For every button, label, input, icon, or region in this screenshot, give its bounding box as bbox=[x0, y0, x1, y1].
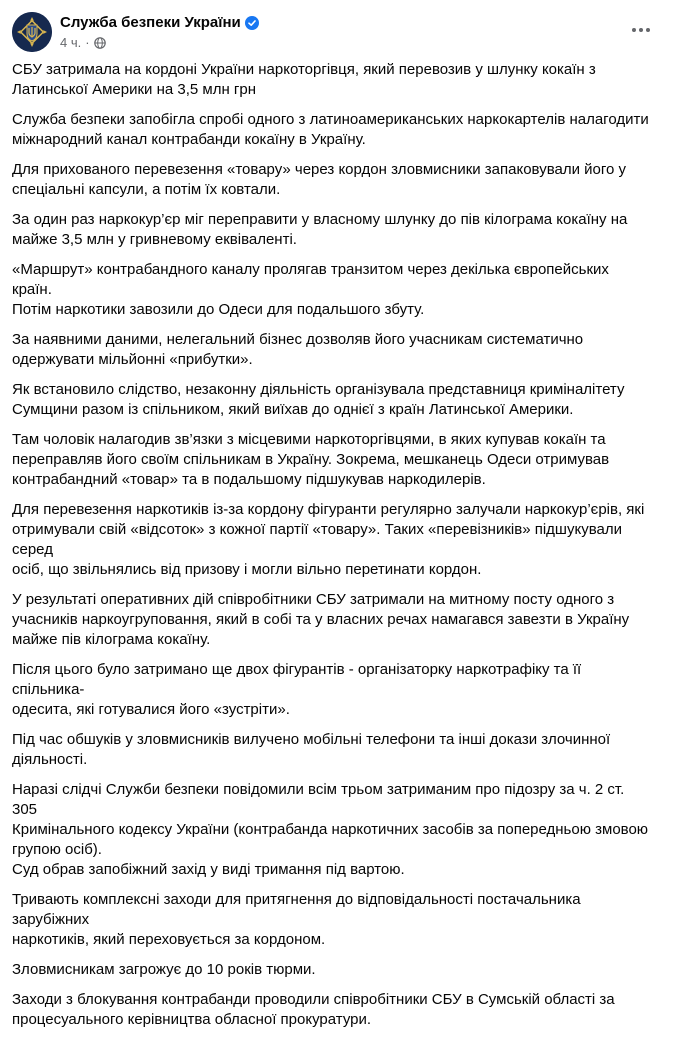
sbu-emblem-icon bbox=[12, 12, 52, 52]
page-avatar[interactable] bbox=[12, 12, 52, 52]
post-paragraph: Як встановило слідство, незаконну діяльність організувала представниця кримінaлітету Сумщини разом із спільником, який виїхав до однієї з країн Латинської Америки. bbox=[12, 381, 625, 418]
globe-icon[interactable] bbox=[94, 37, 106, 49]
post-paragraph: За наявними даними, нелегальний бізнес дозволяв його учасникам систематично одержувати мільйонні «прибутки». bbox=[12, 331, 584, 368]
post-header bbox=[12, 12, 662, 56]
author-name[interactable]: Служба безпеки України bbox=[60, 14, 241, 31]
post-paragraph: Тривають комплексні заходи для притягнення до відповідальності постачальника зарубіжних наркотиків, який переховується за кордоном. bbox=[12, 891, 581, 948]
post-paragraph: У результаті оперативних дій співробітники СБУ затримали на митному посту одного з учасників наркоугруповання, який в собі та у власних речах намагався завезти в Україну майже пів кілограма кокаїну. bbox=[12, 591, 630, 648]
post-meta bbox=[60, 35, 106, 50]
author-line bbox=[60, 14, 259, 31]
post-paragraph: Після цього було затримано ще двох фігурантів - організаторку наркотрафіку та її спільника- одесита, які готувалися його «зустріти». bbox=[12, 661, 582, 718]
more-options-button[interactable] bbox=[626, 18, 656, 42]
separator-dot: · bbox=[85, 35, 90, 50]
post-paragraph: Там чоловік налагодив зв’язки з місцевими наркоторгівцями, в яких купував кокаїн та переправляв його своїм спільникам в Україну. Зокрема, мешканець Одеси отримував контрабандний «товар» та в подальшому підшукував наркодилерів. bbox=[12, 431, 610, 488]
verified-badge-icon bbox=[245, 16, 259, 30]
post-timestamp[interactable]: 4 ч. bbox=[60, 35, 82, 50]
post-paragraph: За один раз наркокур’єр міг переправити у власному шлунку до пів кілограма кокаїну на майже 3,5 млн у гривневому еквіваленті. bbox=[12, 211, 628, 248]
post-paragraph: Служба безпеки запобігла спробі одного з латиноамериканських наркокартелів налагодити міжнародний канал контрабанди кокаїну в Україну. bbox=[12, 111, 649, 148]
post-paragraph: СБУ затримала на кордоні України наркоторгівця, який перевозив у шлунку кокаїн з Латинської Америки на 3,5 млн грн bbox=[12, 61, 596, 98]
post-paragraph: Під час обшуків у зловмисників вилучено мобільні телефони та інші докази злочинної діяльності. bbox=[12, 731, 611, 768]
post-paragraph: Заходи з блокування контрабанди проводили співробітники СБУ в Сумській області за процесуального керівництва обласної прокуратури. bbox=[12, 991, 615, 1028]
post-paragraph: «Маршрут» контрабандного каналу пролягав транзитом через декілька європейських країн. Потім наркотики завозили до Одеси для подальшого збуту. bbox=[12, 261, 609, 318]
post-paragraph: Зловмисникам загрожує до 10 років тюрми. bbox=[12, 961, 316, 978]
post-paragraph: Наразі слідчі Служби безпеки повідомили всім трьом затриманим про підозру за ч. 2 ст. 305 Кримінального кодексу України (контрабанда наркотичних засобів за попередньою змовою групою осіб). Суд обрав запобіжний захід у виді тримання під вартою. bbox=[12, 781, 649, 878]
more-options-icon bbox=[631, 27, 651, 33]
post-body bbox=[12, 60, 652, 1040]
post-paragraph: Для перевезення наркотиків із-за кордону фігуранти регулярно залучали наркокур’єрів, які отримували свій «відсоток» з кожної партії «товару». Таких «перевізників» підшукували серед осіб, що звільнялись від призову і могли вільно перетинати кордон. bbox=[12, 501, 645, 578]
post-paragraph: Для прихованого перевезення «товару» через кордон зловмисники запаковували його у спеціальні капсули, а потім їх ковтали. bbox=[12, 161, 627, 198]
